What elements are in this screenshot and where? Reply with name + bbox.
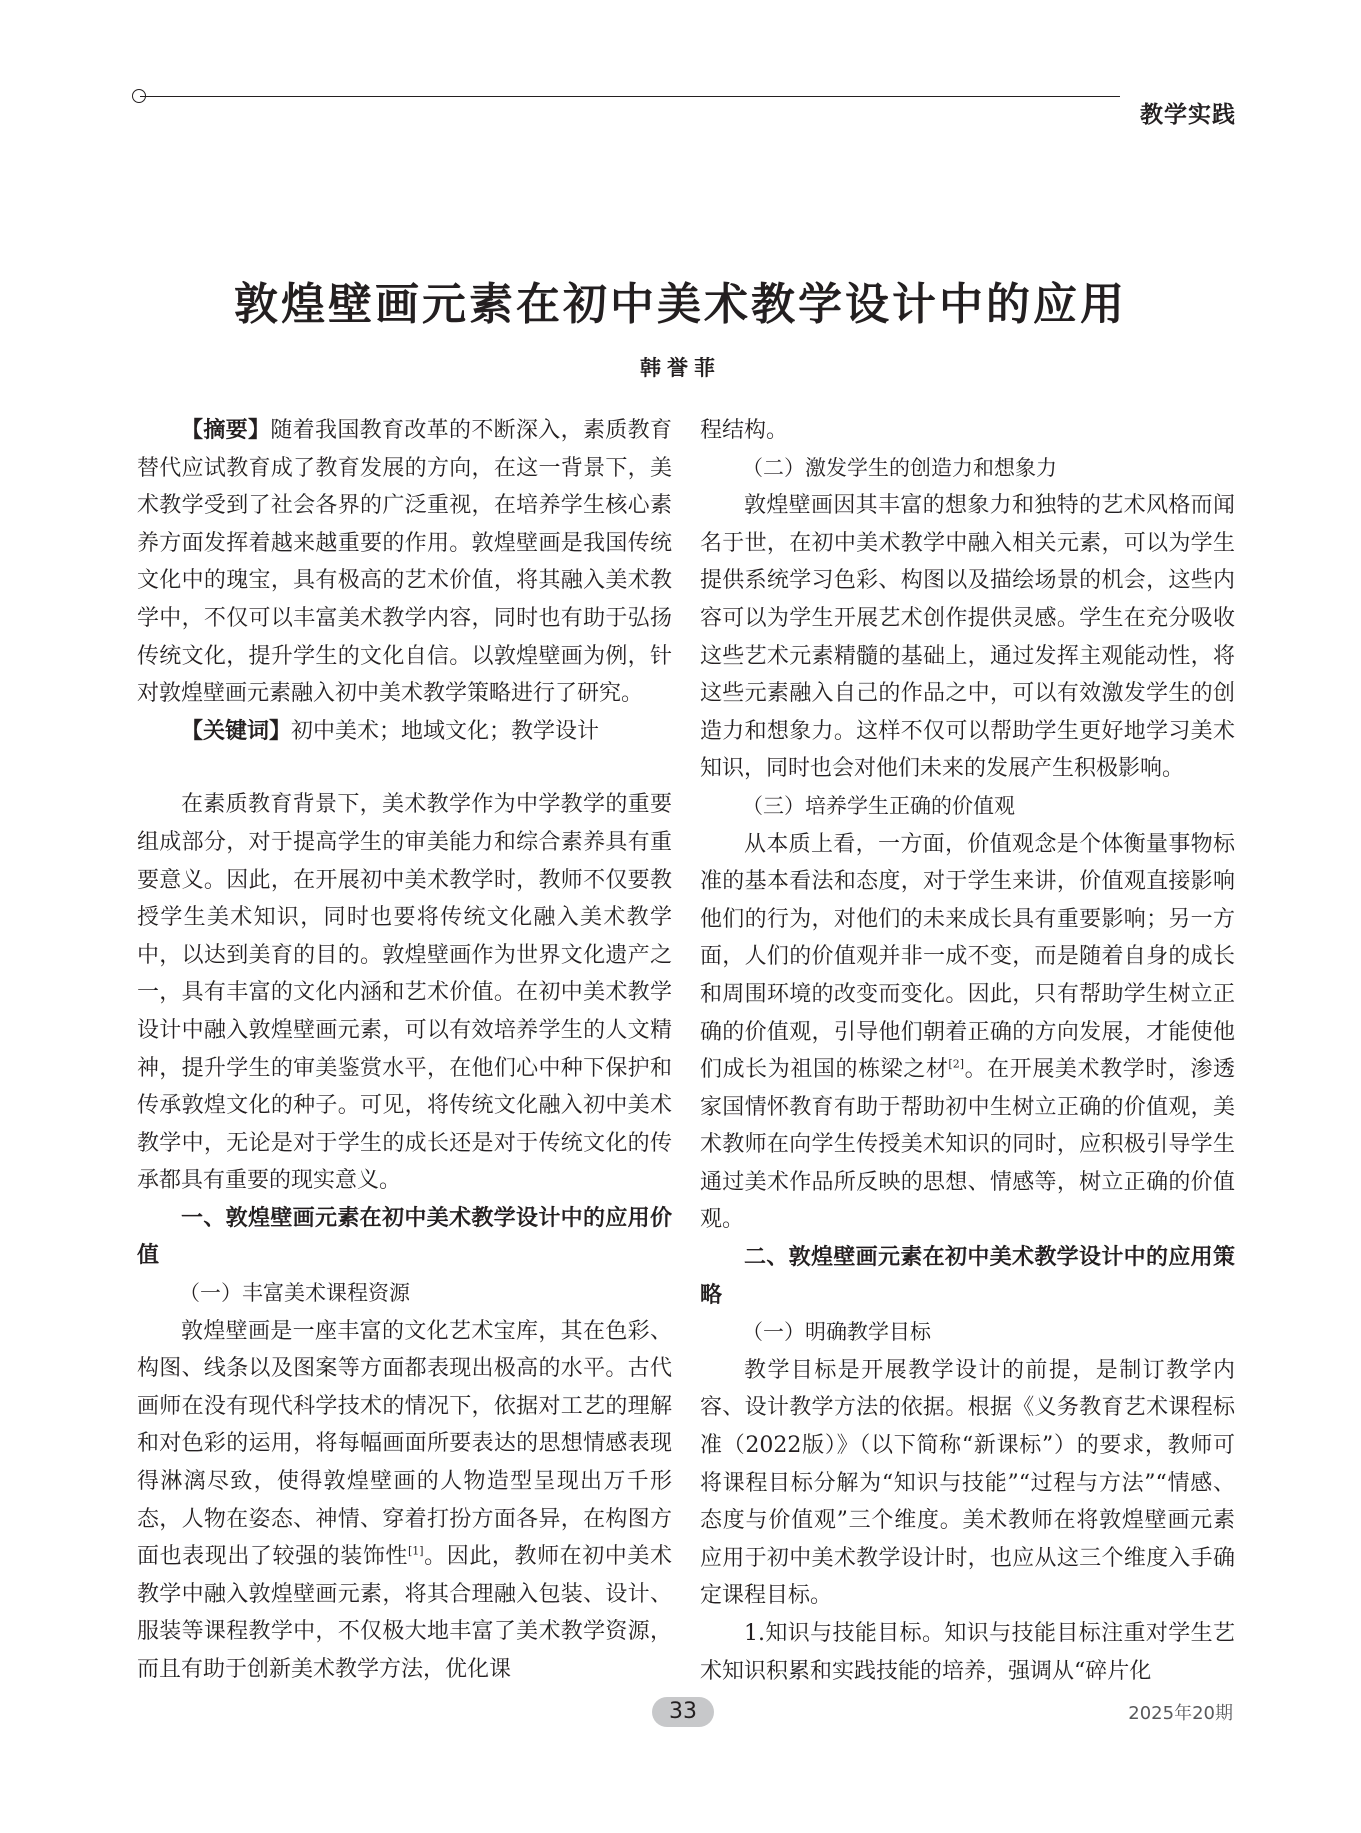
- left-column: [137, 412, 672, 1689]
- citation-ref-1: [1]: [407, 1544, 424, 1558]
- abstract-label: 【摘要】: [181, 418, 271, 443]
- section-2-point-1: 1.知识与技能目标。知识与技能目标注重对学生艺术知识积累和实践技能的培养，强调从“碎片化: [700, 1621, 1235, 1684]
- header-rule: [140, 96, 1120, 97]
- section-1-1-continuation: 程结构。: [700, 418, 789, 443]
- keywords: [137, 713, 672, 751]
- section-1-2-paragraph: 敦煌壁画因其丰富的想象力和独特的艺术风格而闻名于世，在初中美术教学中融入相关元素，可以为学生提供系统学习色彩、构图以及描绘场景的机会，这些内容可以为学生开展艺术创作提供灵感。学生在充分吸收这些艺术元素精髓的基础上，通过发挥主观能动性，将这些元素融入自己的作品之中，可以有效激发学生的创造力和想象力。这样不仅可以帮助学生更好地学习美术知识，同时也会对他们未来的发展产生积极影响。: [700, 493, 1235, 782]
- abstract: [137, 412, 672, 713]
- section-1-3-paragraph: [700, 826, 1235, 1240]
- section-2-heading: 二、敦煌壁画元素在初中美术教学设计中的应用策略: [700, 1245, 1235, 1308]
- page-number: 33: [652, 1697, 714, 1727]
- section-1-heading: 一、敦煌壁画元素在初中美术教学设计中的应用价值: [137, 1205, 672, 1269]
- section-1-3-heading: （三）培养学生正确的价值观: [742, 793, 1015, 818]
- article-author: 韩誉菲: [640, 355, 721, 380]
- section-1-1-text-b: 。因此，教师在初中美术教学中融入敦煌壁画元素，将其合理融入包装、设计、服装等课程教学中，不仅极大地丰富了美术教学资源，而且有助于创新美术教学方法，优化课: [137, 1544, 672, 1682]
- issue-label: 2025年20期: [1128, 1703, 1233, 1724]
- abstract-text: 随着我国教育改革的不断深入，素质教育替代应试教育成了教育发展的方向，在这一背景下，美术教学受到了社会各界的广泛重视，在培养学生核心素养方面发挥着越来越重要的作用。敦煌壁画是我国传统文化中的瑰宝，具有极高的艺术价值，将其融入美术教学中，不仅可以丰富美术教学内容，同时也有助于弘扬传统文化，提升学生的文化自信。以敦煌壁画为例，针对敦煌壁画元素融入初中美术教学策略进行了研究。: [137, 418, 672, 707]
- section-1-3-text-a: 从本质上看，一方面，价值观念是个体衡量事物标准的基本看法和态度，对于学生来讲，价值观直接影响他们的行为，对他们的未来成长具有重要影响；另一方面，人们的价值观并非一成不变，而是随着自身的成长和周围环境的改变而变化。因此，只有帮助学生树立正确的价值观，引导他们朝着正确的方向发展，才能使他们成长为祖国的栋梁之材: [700, 831, 1235, 1083]
- intro-paragraph: 在素质教育背景下，美术教学作为中学教学的重要组成部分，对于提高学生的审美能力和综合素养具有重要意义。因此，在开展初中美术教学时，教师不仅要教授学生美术知识，同时也要将传统文化融入美术教学中，以达到美育的目的。敦煌壁画作为世界文化遗产之一，具有丰富的文化内涵和艺术价值。在初中美术教学设计中融入敦煌壁画元素，可以有效培养学生的人文精神，提升学生的审美鉴赏水平，在他们心中种下保护和传承敦煌文化的种子。可见，将传统文化融入初中美术教学中，无论是对于学生的成长还是对于传统文化的传承都具有重要的现实意义。: [137, 792, 672, 1194]
- citation-ref-2: [2]: [948, 1057, 964, 1071]
- article-title: 敦煌壁画元素在初中美术教学设计中的应用: [234, 279, 1127, 330]
- section-label: 教学实践: [1140, 102, 1236, 128]
- section-1-2-heading: （二）激发学生的创造力和想象力: [742, 455, 1057, 480]
- section-2-1-heading: （一）明确教学目标: [742, 1320, 931, 1345]
- right-column: [700, 412, 1235, 1690]
- keywords-label: 【关键词】: [181, 718, 292, 744]
- section-1-3-text-b: 。在开展美术教学时，渗透家国情怀教育有助于帮助初中生树立正确的价值观，美术教师在向学生传授美术知识的同时，应积极引导学生通过美术作品所反映的思想、情感等，树立正确的价值观。: [700, 1057, 1235, 1233]
- section-1-1-text-a: 敦煌壁画是一座丰富的文化艺术宝库，其在色彩、构图、线条以及图案等方面都表现出极高的水平。古代画师在没有现代科学技术的情况下，依据对工艺的理解和对色彩的运用，将每幅画面所要表达的思想情感表现得淋漓尽致，使得敦煌壁画的人物造型呈现出万千形态，人物在姿态、神情、穿着打扮方面各异，在构图方面也表现出了较强的装饰性: [137, 1318, 672, 1570]
- section-1-1-heading: （一）丰富美术课程资源: [179, 1281, 410, 1306]
- section-2-1-paragraph: 教学目标是开展教学设计的前提，是制订教学内容、设计教学方法的依据。根据《义务教育艺术课程标准（2022版）》（以下简称“新课标”）的要求，教师可将课程目标分解为“知识与技能”“过程与方法”“情感、态度与价值观”三个维度。美术教师在将敦煌壁画元素应用于初中美术教学设计时，也应从这三个维度入手确定课程目标。: [700, 1357, 1235, 1609]
- keywords-text: 初中美术；地域文化；教学设计: [291, 718, 600, 744]
- section-1-1-paragraph: [137, 1313, 672, 1689]
